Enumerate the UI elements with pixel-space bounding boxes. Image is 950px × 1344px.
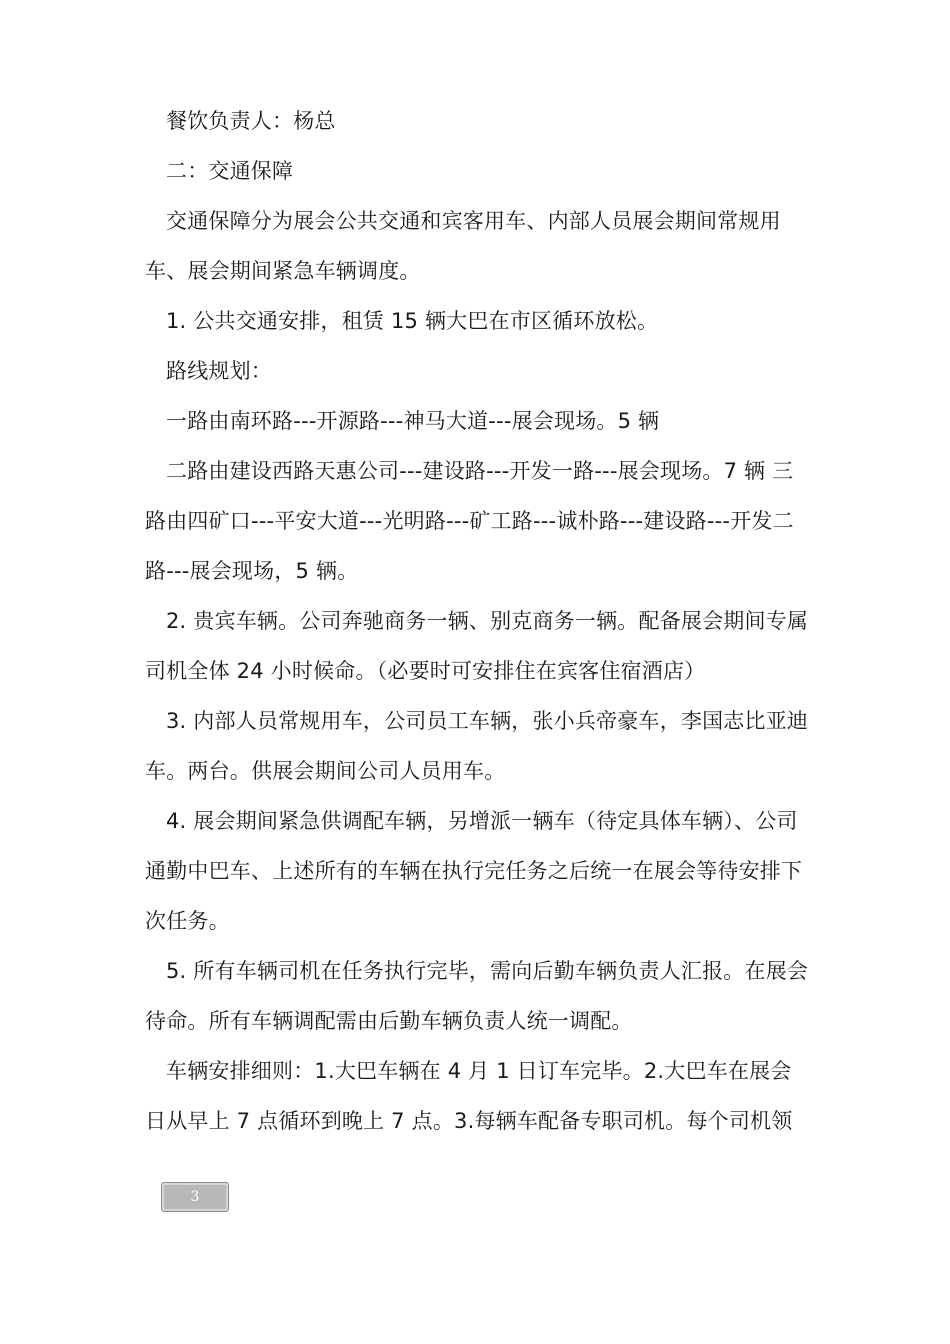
document-body <box>145 96 810 1146</box>
route-1-line: 一路由南环路---开源路---神马大道---展会现场。5 辆 <box>166 409 660 433</box>
section-heading-transport: 二：交通保障 <box>166 159 294 183</box>
vehicle-arrangement-rules: 车辆安排细则：1.大巴车辆在 4 月 1 日订车完毕。2.大巴车在展会日从早上 7 点循环到晚上 7 点。3.每辆车配备专职司机。每个司机领 <box>145 1059 793 1133</box>
item-1-public-transport: 1. 公共交通安排，租赁 15 辆大巴在市区循环放松。 <box>166 309 659 333</box>
catering-manager-line: 餐饮负责人：杨总 <box>166 109 336 133</box>
route-2-3-paragraph: 二路由建设西路天惠公司---建设路---开发一路---展会现场。7 辆 三路由四矿口---平安大道---光明路---矿工路---诚朴路---建设路---开发二路---展会现场，5 辆。 <box>145 459 794 583</box>
item-4-emergency-vehicles: 4. 展会期间紧急供调配车辆，另增派一辆车（待定具体车辆）、公司通勤中巴车、上述所有的车辆在执行完任务之后统一在展会等待安排下次任务。 <box>145 809 803 933</box>
page-number-badge <box>161 1182 229 1212</box>
item-3-internal-vehicles: 3. 内部人员常规用车，公司员工车辆，张小兵帝豪车，李国志比亚迪车。两台。供展会期间公司人员用车。 <box>145 709 809 783</box>
item-5-driver-reporting: 5. 所有车辆司机在任务执行完毕，需向后勤车辆负责人汇报。在展会待命。所有车辆调配需由后勤车辆负责人统一调配。 <box>145 959 809 1033</box>
transport-overview-paragraph: 交通保障分为展会公共交通和宾客用车、内部人员展会期间常规用车、展会期间紧急车辆调度。 <box>145 209 781 283</box>
page-number: 3 <box>190 1189 200 1205</box>
item-2-vip-vehicles: 2. 贵宾车辆。公司奔驰商务一辆、别克商务一辆。配备展会期间专属司机全体 24 小时候命。（必要时可安排住在宾客住宿酒店） <box>145 609 809 683</box>
route-planning-label: 路线规划： <box>166 359 272 383</box>
